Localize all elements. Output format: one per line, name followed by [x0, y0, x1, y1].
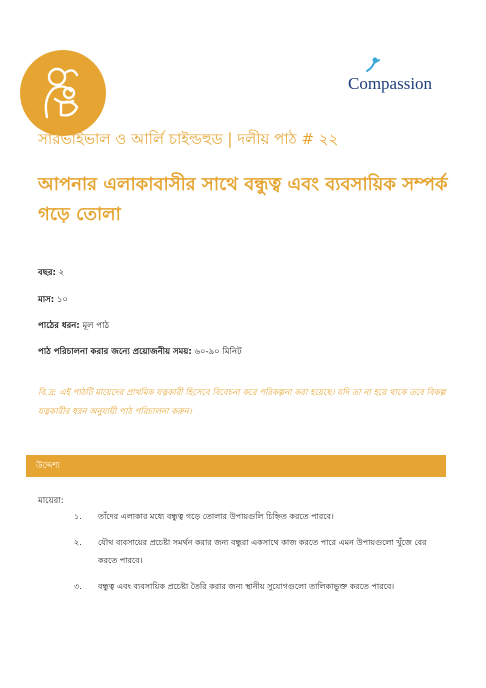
meta-duration [38, 345, 242, 359]
logo-badge [20, 50, 106, 136]
list-text: যৌথ ব্যবসায়ের প্রচেষ্টা সমর্থন করার জন্য বন্ধুরা একসাথে কাজ করতে পারে এমন উপায়গুলো খুঁজে বের করতে পারবে। [98, 538, 427, 565]
mother-child-icon [35, 63, 91, 123]
meta-label: পাঠ পরিচালনা করার জন্যে প্রয়োজনীয় সময়: [38, 347, 192, 357]
list-number: ৩. [74, 582, 82, 591]
list-item [74, 534, 444, 570]
meta-value: ৬০-৯০ মিনিট [194, 347, 242, 357]
brand-name: Compassion [348, 74, 433, 93]
section-heading: উদ্দেশ্য [26, 455, 446, 477]
meta-value: মূল পাঠ [82, 321, 109, 331]
meta-year [38, 266, 64, 280]
meta-value: ১০ [56, 295, 68, 305]
note-text: বি.দ্র: এই পাঠটি মায়েদের প্রাথমিক যত্নকারী হিসেবে বিবেচনা করে পরিকল্পনা করা হয়েছে। যদি তা না হয়ে থাকে তবে বিকল্প যত্নকারীর ধরন অনুযায়ী পাঠ পরিচালনা করুন। [38, 388, 446, 417]
page-title: আপনার এলাকাবাসীর সাথে বন্ধুত্ব এবং ব্যবসায়িক সম্পর্ক গড়ে তোলা [38, 174, 448, 225]
list-item [74, 578, 444, 596]
meta-label: মাস: [38, 295, 55, 305]
meta-label: পাঠের ধরন: [38, 321, 80, 331]
list-number: ১. [74, 512, 82, 521]
list-item [74, 508, 444, 526]
list-text: বন্ধুত্ব এবং ব্যবসায়িক প্রচেষ্টা তৈরি করার জন্য স্থানীয় সুযোগগুলো তালিকাভুক্ত করতে পারবে। [98, 582, 395, 591]
list-text: তাঁদের এলাকার মধ্যে বন্ধুত্ব গড়ে তোলার উপায়গুলি চিহ্নিত করতে পারবে। [98, 512, 334, 521]
list-number: ২. [74, 538, 82, 547]
meta-month [38, 293, 68, 307]
series-heading: সারভাইভাল ও আর্লি চাইল্ডহুড | দলীয় পাঠ # ২২ [38, 130, 339, 148]
meta-value: ২ [58, 268, 65, 278]
objectives-intro: মায়েরা: [38, 496, 64, 506]
brand-figure-icon [364, 56, 382, 74]
compassion-logo [348, 62, 448, 102]
meta-type [38, 319, 109, 333]
meta-label: বছর: [38, 268, 56, 278]
